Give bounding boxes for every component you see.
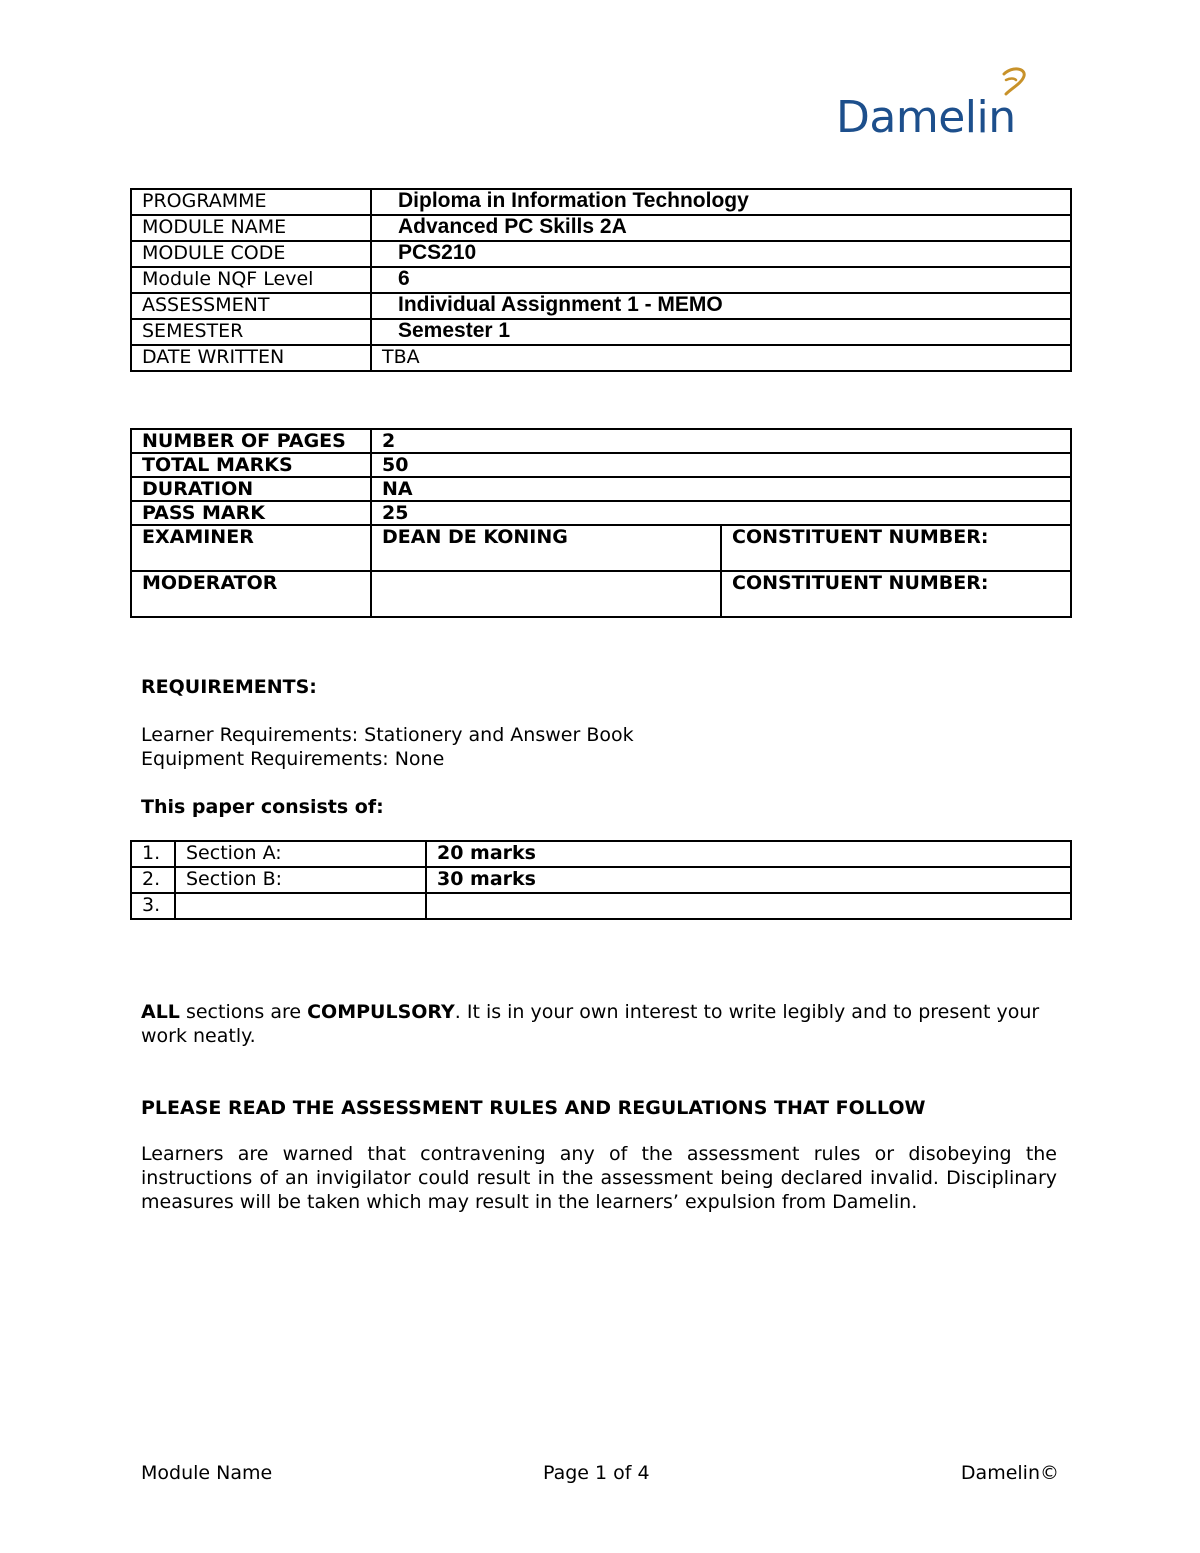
module-info-table <box>130 188 1072 372</box>
table-row <box>131 453 1071 477</box>
table-row <box>131 867 1071 893</box>
notice-text: sections are <box>179 1001 308 1023</box>
table-row <box>131 267 1071 293</box>
all-emphasis: ALL <box>141 1001 180 1023</box>
section-name: Section B: <box>175 867 426 893</box>
moderator-constituent-number: CONSTITUENT NUMBER: <box>721 571 1071 617</box>
table-row <box>131 429 1071 453</box>
row-label: MODULE NAME <box>131 215 371 241</box>
row-value: Diploma in Information Technology <box>371 189 1071 215</box>
row-value: Semester 1 <box>371 319 1071 345</box>
row-value: PCS210 <box>371 241 1071 267</box>
section-marks <box>426 893 1071 919</box>
section-number: 2. <box>131 867 175 893</box>
row-label: NUMBER OF PAGES <box>131 429 371 453</box>
section-marks: 30 marks <box>426 867 1071 893</box>
section-name: Section A: <box>175 841 426 867</box>
row-label: DURATION <box>131 477 371 501</box>
assessment-details-table <box>130 428 1072 618</box>
footer-page-number: Page 1 of 4 <box>543 1462 650 1484</box>
row-label: TOTAL MARKS <box>131 453 371 477</box>
row-label: Module NQF Level <box>131 267 371 293</box>
row-value: 25 <box>371 501 1071 525</box>
examiner-row <box>131 525 1071 571</box>
examiner-label: EXAMINER <box>131 525 371 571</box>
row-label: PROGRAMME <box>131 189 371 215</box>
compulsory-notice <box>141 1000 1057 1048</box>
row-value: 50 <box>371 453 1071 477</box>
requirements-heading: REQUIREMENTS: <box>141 676 317 698</box>
row-label: SEMESTER <box>131 319 371 345</box>
row-value: 2 <box>371 429 1071 453</box>
table-row <box>131 189 1071 215</box>
paper-consists-heading: This paper consists of: <box>141 796 384 818</box>
row-value: TBA <box>371 345 1071 371</box>
section-name <box>175 893 426 919</box>
sections-table <box>130 840 1072 920</box>
section-number: 3. <box>131 893 175 919</box>
row-value: Individual Assignment 1 - MEMO <box>371 293 1071 319</box>
row-value: NA <box>371 477 1071 501</box>
section-number: 1. <box>131 841 175 867</box>
moderator-row <box>131 571 1071 617</box>
examiner-constituent-number: CONSTITUENT NUMBER: <box>721 525 1071 571</box>
moderator-label: MODERATOR <box>131 571 371 617</box>
row-label: DATE WRITTEN <box>131 345 371 371</box>
equipment-requirements: Equipment Requirements: None <box>141 748 445 770</box>
notice-text: . It is in your own interest to write legibly and to present your work neatly. <box>141 1001 1040 1047</box>
table-row <box>131 841 1071 867</box>
row-label: ASSESSMENT <box>131 293 371 319</box>
footer-copyright: Damelin© <box>960 1462 1059 1484</box>
row-label: MODULE CODE <box>131 241 371 267</box>
table-row <box>131 477 1071 501</box>
damelin-logo <box>836 66 1066 142</box>
section-marks: 20 marks <box>426 841 1071 867</box>
moderator-name <box>371 571 721 617</box>
table-row <box>131 345 1071 371</box>
table-row <box>131 293 1071 319</box>
table-row <box>131 319 1071 345</box>
row-label: PASS MARK <box>131 501 371 525</box>
table-row <box>131 215 1071 241</box>
row-value: Advanced PC Skills 2A <box>371 215 1071 241</box>
row-value: 6 <box>371 267 1071 293</box>
footer-module-name: Module Name <box>141 1462 273 1484</box>
table-row <box>131 241 1071 267</box>
compulsory-emphasis: COMPULSORY <box>307 1001 455 1023</box>
table-row <box>131 501 1071 525</box>
examiner-name: DEAN DE KONING <box>371 525 721 571</box>
learner-requirements: Learner Requirements: Stationery and Answer Book <box>141 724 634 746</box>
logo-text: Damelin <box>836 92 1016 143</box>
table-row <box>131 893 1071 919</box>
warning-paragraph: Learners are warned that contravening any of the assessment rules or disobeying the instructions of an invigilator could result in the assessment being declared invalid. Disciplinary measures will be taken which may result in the learners’ expulsion from Damelin. <box>141 1143 1057 1213</box>
rules-heading: PLEASE READ THE ASSESSMENT RULES AND REGULATIONS THAT FOLLOW <box>141 1097 926 1119</box>
